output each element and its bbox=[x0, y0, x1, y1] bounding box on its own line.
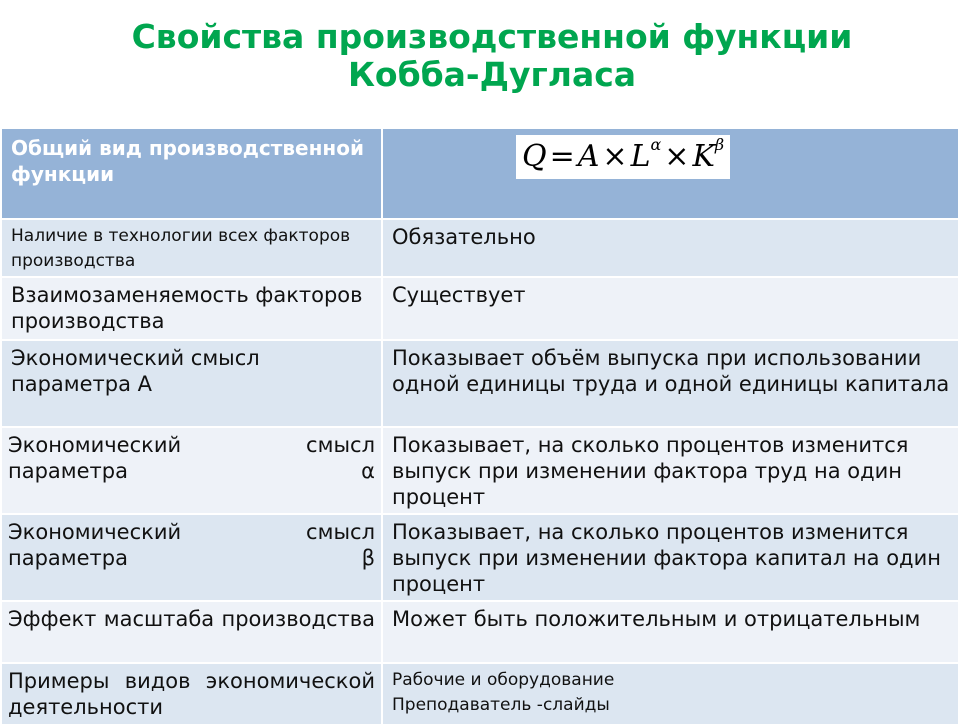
formula-equals: = bbox=[549, 139, 575, 174]
table-row bbox=[1, 219, 959, 277]
table-row bbox=[1, 427, 959, 514]
table-row bbox=[1, 663, 959, 725]
value-cell: Обязательно bbox=[382, 219, 959, 277]
value-cell: Показывает, на сколько процентов изменится выпуск при изменении фактора труд на один процент bbox=[382, 427, 959, 514]
property-cell: Наличие в технологии всех факторов производства bbox=[1, 219, 382, 277]
property-cell: Примеры видов экономической деятельности bbox=[1, 663, 382, 725]
formula-k: K bbox=[692, 139, 715, 174]
table-header-row bbox=[1, 128, 959, 219]
formula-q: Q bbox=[522, 139, 547, 174]
value-cell: Существует bbox=[382, 277, 959, 340]
properties-table bbox=[0, 127, 960, 726]
title-line-1: Свойства производственной функции bbox=[131, 17, 853, 56]
formula-times-2: × bbox=[664, 139, 690, 174]
property-cell: Экономический смысл параметра α bbox=[1, 427, 382, 514]
formula-beta: β bbox=[714, 135, 725, 154]
table-row bbox=[1, 601, 959, 663]
value-cell: Показывает, на сколько процентов изменится выпуск при изменении фактора капитал на один процент bbox=[382, 514, 959, 601]
header-label: Общий вид производственной функции bbox=[1, 128, 382, 219]
table-row bbox=[1, 514, 959, 601]
formula-times-1: × bbox=[602, 139, 628, 174]
property-cell: Взаимозаменяемость факторов производства bbox=[1, 277, 382, 340]
table-row bbox=[1, 277, 959, 340]
value-cell bbox=[382, 663, 959, 725]
formula-l: L bbox=[630, 139, 651, 174]
title-line-2: Кобба-Дугласа bbox=[347, 55, 637, 94]
slide-title bbox=[0, 18, 960, 94]
value-line: Рабочие и оборудование bbox=[392, 670, 615, 690]
value-cell: Показывает объём выпуска при использовании одной единицы труда и одной единицы капитала bbox=[382, 340, 959, 427]
property-cell: Экономический смысл параметра β bbox=[1, 514, 382, 601]
header-formula-cell bbox=[382, 128, 959, 219]
value-line: Преподаватель -слайды bbox=[392, 695, 610, 715]
property-cell: Экономический смысл параметра A bbox=[1, 340, 382, 427]
table-row bbox=[1, 340, 959, 427]
property-cell: Эффект масштаба производства bbox=[1, 601, 382, 663]
cobb-douglas-formula bbox=[516, 135, 730, 179]
formula-alpha: α bbox=[650, 135, 662, 154]
value-cell: Может быть положительным и отрицательным bbox=[382, 601, 959, 663]
formula-a: A bbox=[577, 139, 600, 174]
